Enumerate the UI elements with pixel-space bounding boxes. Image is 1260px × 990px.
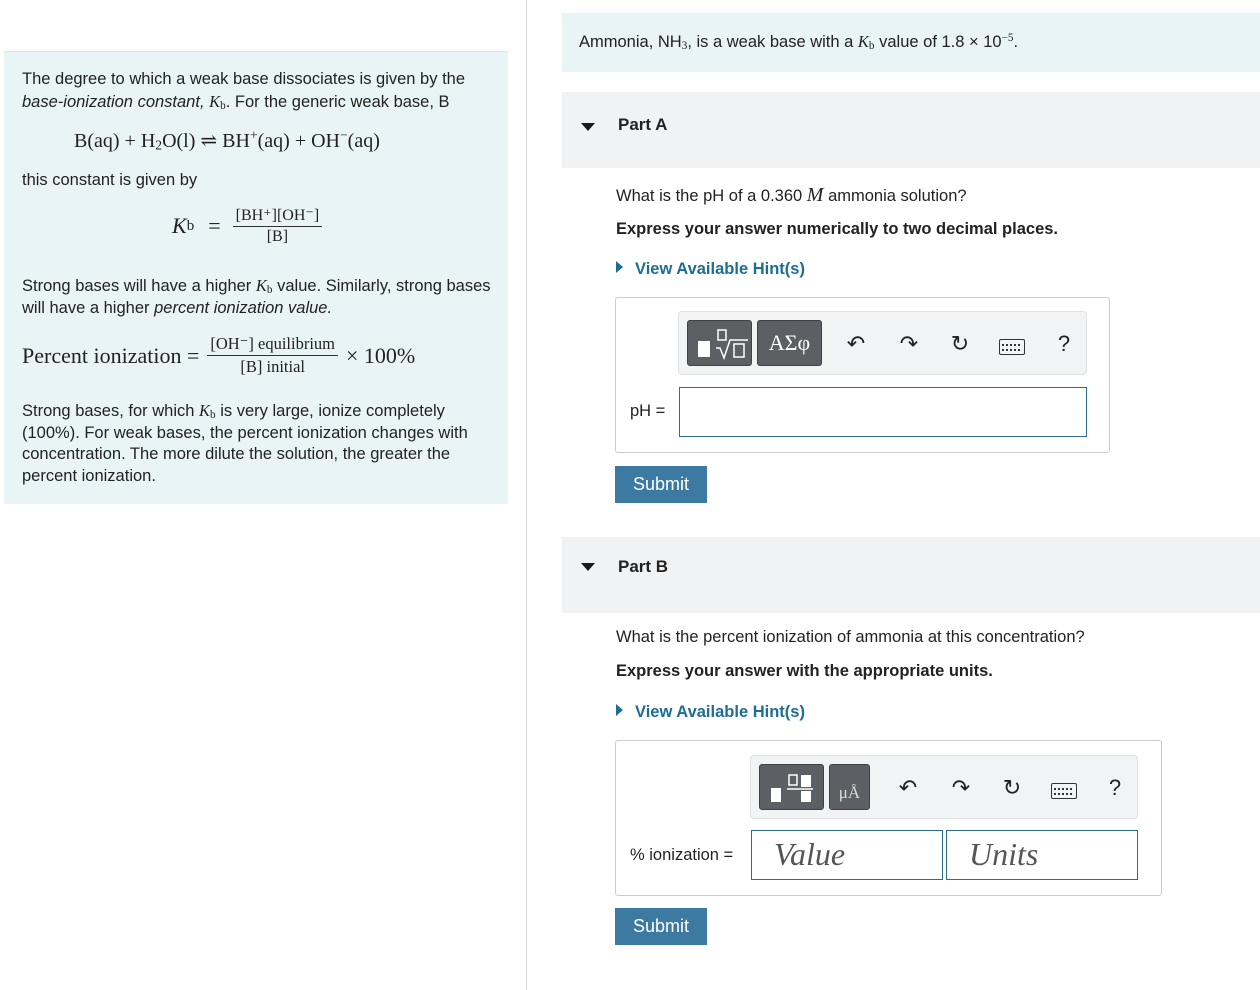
part-a-instruction: Express your answer numerically to two decimal places. (616, 220, 1059, 238)
template-block-icon (698, 341, 710, 357)
greek-symbols-button[interactable]: ΑΣφ (757, 320, 822, 366)
kb-formula: K b = $\frac{[BH^+][OH^-]}{[B]}$ (172, 205, 322, 246)
redo-icon[interactable]: ↷ (899, 331, 919, 356)
ph-input[interactable] (679, 387, 1087, 437)
templates-button[interactable] (687, 320, 752, 366)
final-paragraph: Strong bases, for which $K_b$ is very large, ionize completely (100%). For weak bases, the percent ionization changes with concentration. The more dilute the solution, the greater the percent ionization. (22, 401, 468, 485)
kb-denominator: [B] (266, 228, 289, 245)
strong-bases-paragraph: Strong bases will have a higher $K_b$ value. Similarly, strong bases will have a higher percent ionization value. (22, 276, 491, 317)
percent-denominator: [B] initial (240, 357, 305, 376)
value-input[interactable] (751, 830, 943, 880)
help-icon[interactable]: ? (1057, 331, 1071, 356)
undo-icon[interactable]: ↶ (898, 775, 918, 800)
part-b-answer-box (615, 740, 1162, 896)
units-input[interactable] (946, 830, 1138, 880)
problem-intro: Ammonia, $NH_3$, is a weak base with a $K_b$ value of $1.8 \times 10^{-5}$. (562, 13, 1260, 72)
expand-triangle-icon (616, 704, 623, 716)
part-b-instruction: Express your answer with the appropriate units. (616, 662, 993, 680)
reset-icon[interactable]: ↻ (950, 331, 970, 356)
part-a-question: What is the pH of a 0.360 M ammonia solution? (616, 184, 967, 206)
part-a-hint-link[interactable]: View Available Hint(s) (616, 260, 805, 279)
percent-ionization-formula: Percent ionization = $\frac{\text{[OH⁻] equilibrium}}{\text{[B] initial}}$ × 100% (22, 334, 416, 376)
part-a-answer-box (615, 297, 1110, 453)
collapse-caret-icon[interactable] (581, 123, 595, 131)
info-panel (4, 51, 508, 504)
part-b-submit-button[interactable]: Submit (615, 908, 707, 945)
part-b-question: What is the percent ionization of ammonia at this concentration? (616, 628, 1085, 646)
redo-icon[interactable]: ↷ (951, 775, 971, 800)
units-placeholder: Units (969, 836, 1039, 872)
expand-triangle-icon (616, 261, 623, 273)
help-icon[interactable]: ? (1108, 775, 1122, 800)
part-a-title: Part A (618, 115, 668, 134)
part-b-header[interactable] (562, 537, 1260, 613)
part-b-title: Part B (618, 557, 669, 576)
percent-numerator: [OH⁻] equilibrium (207, 334, 338, 356)
ionization-label: % ionization = (630, 846, 734, 864)
intro-paragraph: The degree to which a weak base dissociates is given by the base-ionization constant, $K_b$. For the generic weak base, B (22, 70, 466, 112)
templates-button[interactable] (759, 764, 824, 810)
panel-divider (526, 0, 527, 990)
fraction-template-icon (767, 772, 819, 804)
given-by-text: this constant is given by (22, 171, 198, 189)
keyboard-icon[interactable] (999, 339, 1025, 355)
sqrt-template-icon (714, 328, 750, 360)
value-placeholder: Value (774, 836, 846, 872)
part-a-toolbar (678, 311, 1087, 375)
ph-label: pH = (630, 402, 666, 420)
part-b-hint-link[interactable]: View Available Hint(s) (616, 703, 805, 722)
part-a-header[interactable] (562, 92, 1260, 168)
collapse-caret-icon[interactable] (581, 563, 595, 571)
part-a-submit-button[interactable]: Submit (615, 466, 707, 503)
part-b-toolbar (750, 755, 1138, 819)
kb-numerator: [BH⁺][OH⁻] (233, 205, 323, 227)
reset-icon[interactable]: ↻ (1002, 775, 1022, 800)
keyboard-icon[interactable] (1051, 783, 1077, 799)
units-button[interactable]: μÅ (829, 764, 870, 810)
undo-icon[interactable]: ↶ (846, 331, 866, 356)
dissociation-equation: $B(aq) + H_2O(l)$ ⇌ BH+(aq) + OH−(aq) (74, 127, 380, 153)
